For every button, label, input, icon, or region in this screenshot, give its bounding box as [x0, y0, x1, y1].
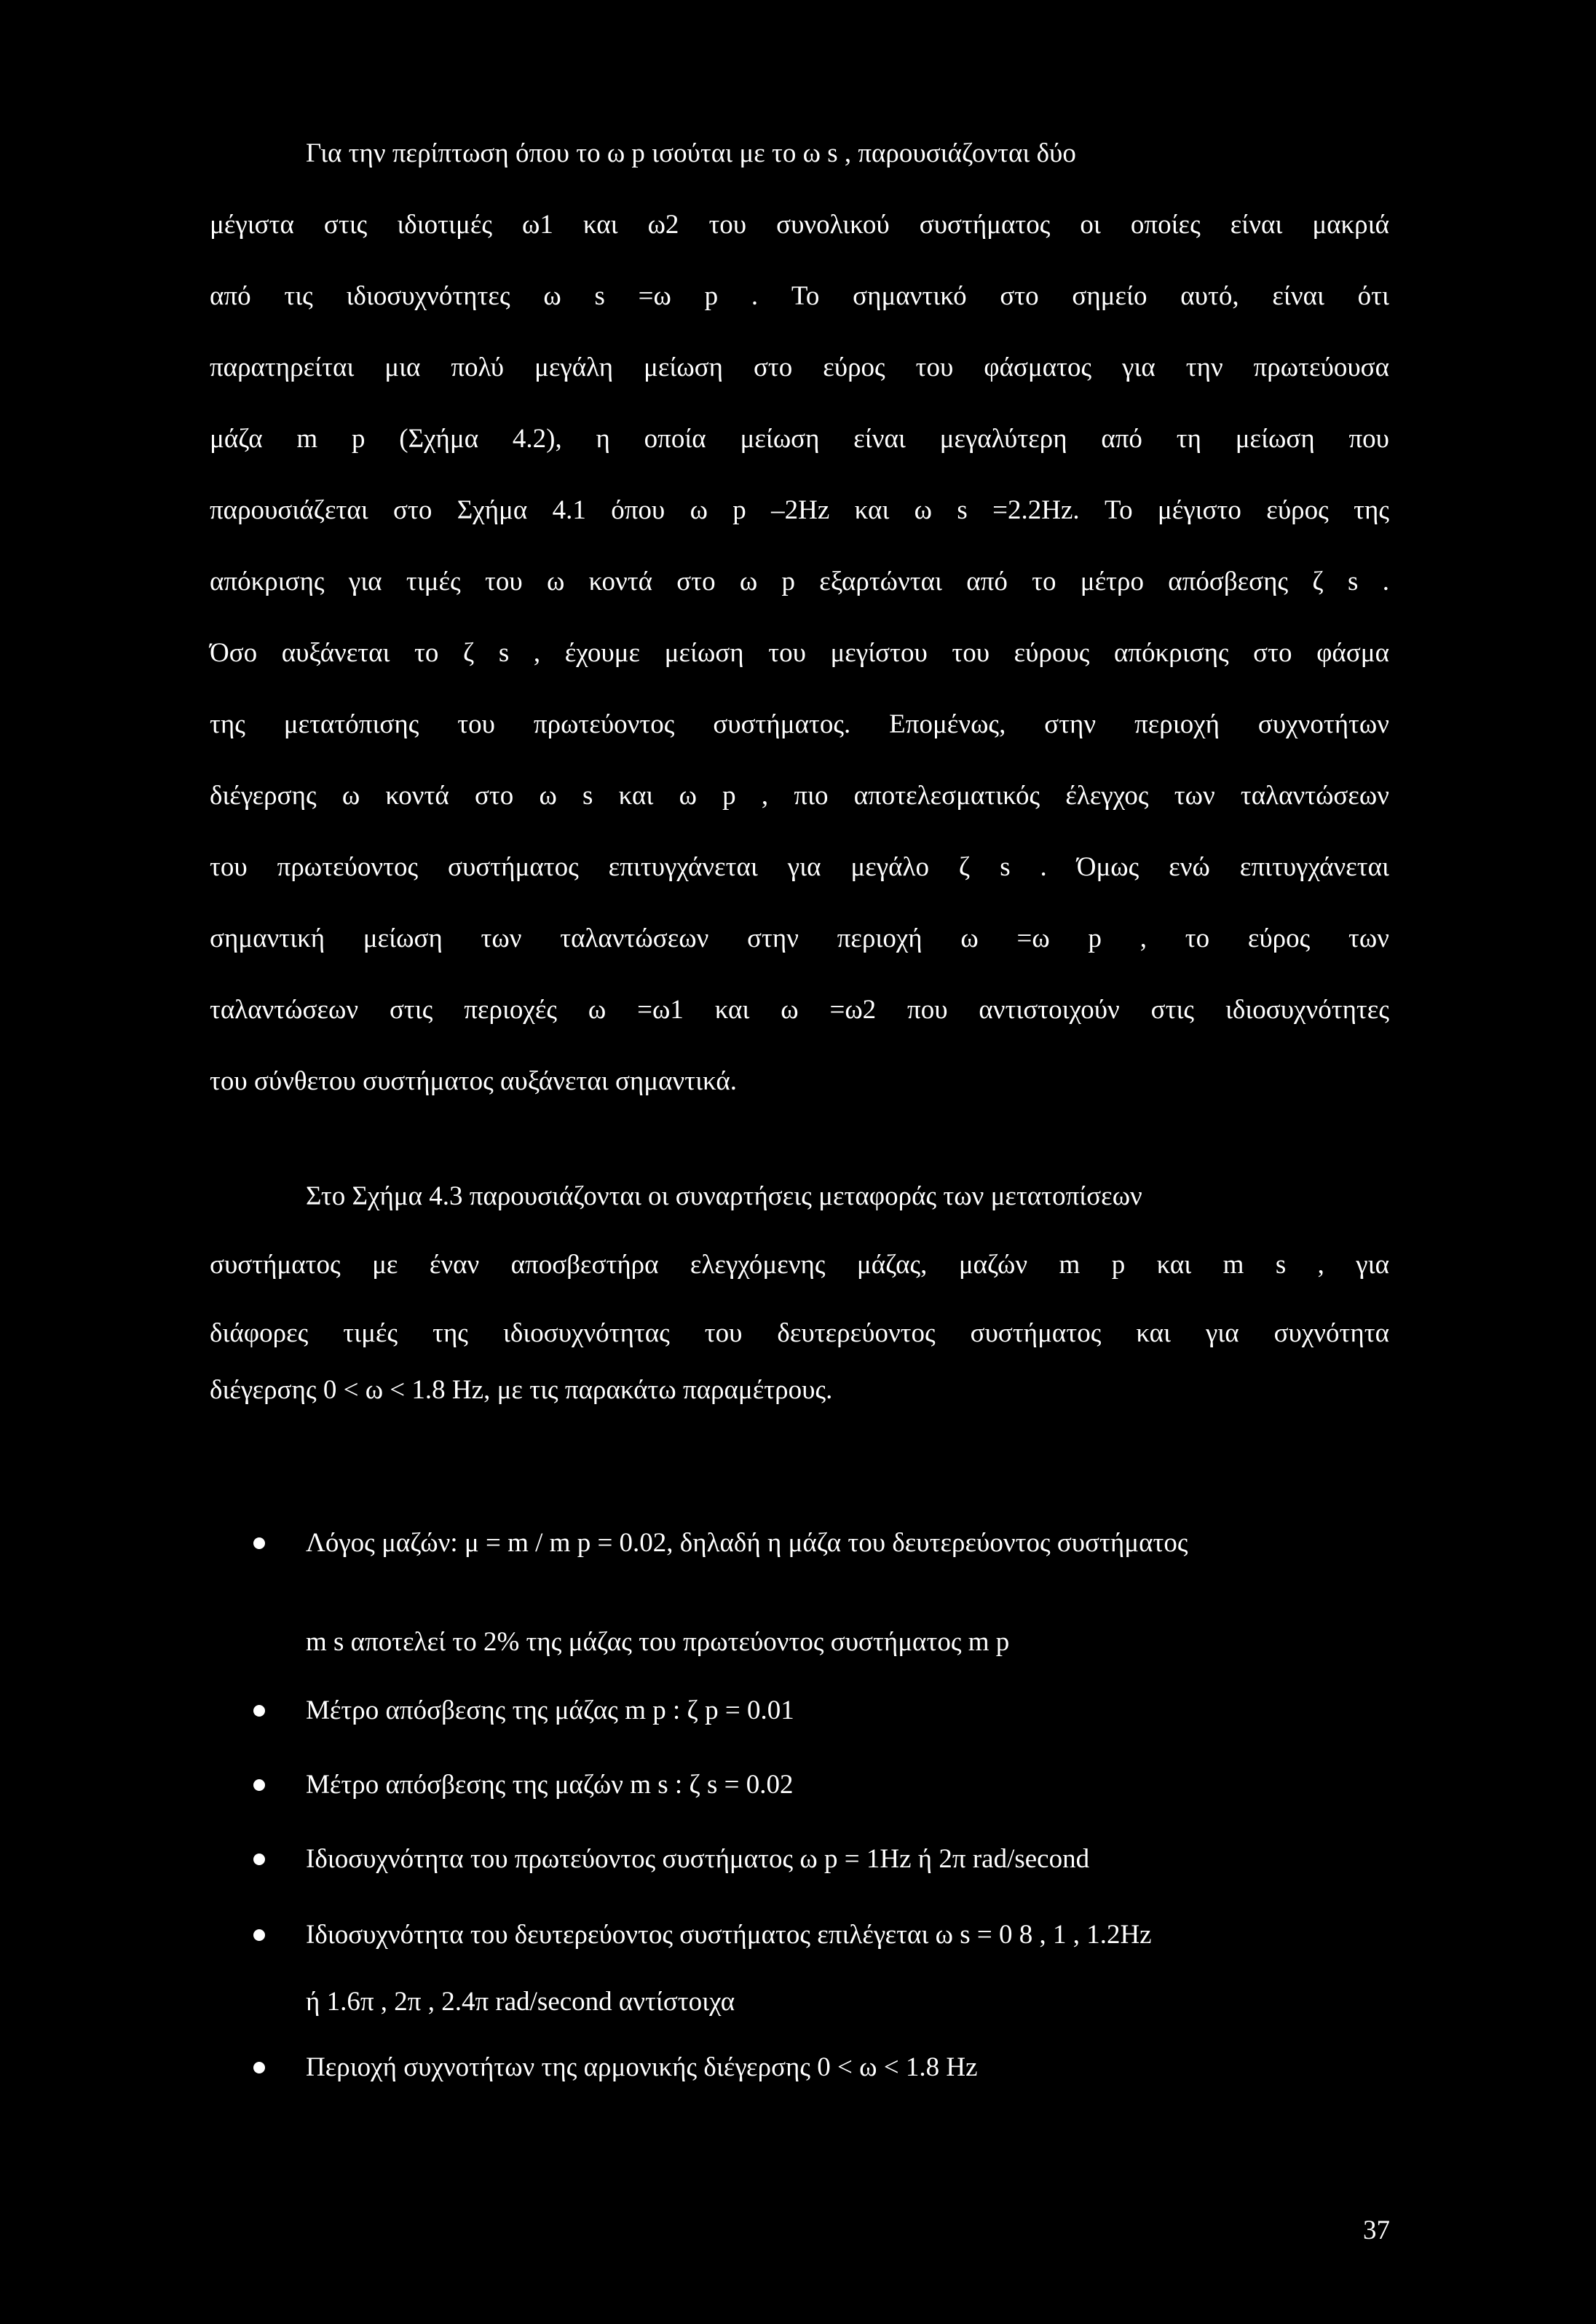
- paragraph-line: παρουσιάζεται στο Σχήμα 4.1 όπου ω p –2Hz και ω s =2.2Hz. Το μέγιστο εύρος της: [210, 495, 1389, 525]
- bullet-icon: [253, 1705, 265, 1717]
- paragraph-line: διέγερσης ω κοντά στο ω s και ω p , πιο αποτελεσματικός έλεγχος των ταλαντώσεων: [210, 781, 1389, 811]
- paragraph-line: Στο Σχήμα 4.3 παρουσιάζονται οι συναρτήσεις μεταφοράς των μετατοπίσεων: [306, 1181, 1142, 1211]
- list-item-text: ή 1.6π , 2π , 2.4π rad/second αντίστοιχα: [306, 1987, 735, 2017]
- bullet-icon: [253, 1854, 265, 1865]
- bullet-icon: [253, 1929, 265, 1941]
- paragraph-line: συστήματος με έναν αποσβεστήρα ελεγχόμενης μάζας, μαζών m p και m s , για: [210, 1250, 1389, 1280]
- paragraph-line: απόκρισης για τιμές του ω κοντά στο ω p εξαρτώνται από το μέτρο απόσβεσης ζ s .: [210, 567, 1389, 596]
- list-item-text: Ιδιοσυχνότητα του δευτερεύοντος συστήματος επιλέγεται ω s = 0 8 , 1 , 1.2Hz: [306, 1920, 1152, 1950]
- paragraph-line: ταλαντώσεων στις περιοχές ω =ω1 και ω =ω2 που αντιστοιχούν στις ιδιοσυχνότητες: [210, 995, 1389, 1025]
- bullet-icon: [253, 1537, 265, 1549]
- paragraph-line: Για την περίπτωση όπου το ω p ισούται με το ω s , παρουσιάζονται δύο: [306, 138, 1076, 168]
- paragraph-line: διάφορες τιμές της ιδιοσυχνότητας του δευτερεύοντος συστήματος και για συχνότητα: [210, 1318, 1389, 1348]
- bullet-icon: [253, 1779, 265, 1791]
- list-item-text: m s αποτελεί το 2% της μάζας του πρωτεύοντος συστήματος m p: [306, 1627, 1010, 1657]
- paragraph-line: σημαντική μείωση των ταλαντώσεων στην περιοχή ω =ω p , το εύρος των: [210, 923, 1389, 953]
- paragraph-line: παρατηρείται μια πολύ μεγάλη μείωση στο εύρος του φάσματος για την πρωτεύουσα: [210, 352, 1389, 382]
- list-item-text: Περιοχή συχνοτήτων της αρμονικής διέγερσης 0 < ω < 1.8 Hz: [306, 2052, 978, 2082]
- paragraph-line: Όσο αυξάνεται το ζ s , έχουμε μείωση του μεγίστου του εύρους απόκρισης στο φάσμα: [210, 638, 1389, 668]
- bullet-icon: [253, 2062, 265, 2073]
- list-item-text: Ιδιοσυχνότητα του πρωτεύοντος συστήματος ω p = 1Hz ή 2π rad/second: [306, 1844, 1090, 1874]
- paragraph-line: της μετατόπισης του πρωτεύοντος συστήματος. Επομένως, στην περιοχή συχνοτήτων: [210, 709, 1389, 739]
- paragraph-line: από τις ιδιοσυχνότητες ω s =ω p . Το σημαντικό στο σημείο αυτό, είναι ότι: [210, 281, 1389, 311]
- list-item-text: Μέτρο απόσβεσης της μαζών m s : ζ s = 0.02: [306, 1770, 794, 1800]
- page-number: 37: [1363, 2215, 1390, 2245]
- list-item-text: Λόγος μαζών: μ = m / m p = 0.02, δηλαδή η μάζα του δευτερεύοντος συστήματος: [306, 1528, 1188, 1558]
- paragraph-line: του πρωτεύοντος συστήματος επιτυγχάνεται για μεγάλο ζ s . Όμως ενώ επιτυγχάνεται: [210, 852, 1389, 882]
- paragraph-line: μάζα m p (Σχήμα 4.2), η οποία μείωση είναι μεγαλύτερη από τη μείωση που: [210, 424, 1389, 454]
- list-item-text: Μέτρο απόσβεσης της μάζας m p : ζ p = 0.01: [306, 1695, 794, 1725]
- paragraph-line: του σύνθετου συστήματος αυξάνεται σημαντικά.: [210, 1066, 738, 1096]
- paragraph-line: διέγερσης 0 < ω < 1.8 Hz, με τις παρακάτω παραμέτρους.: [210, 1375, 833, 1405]
- paragraph-line: μέγιστα στις ιδιοτιμές ω1 και ω2 του συνολικού συστήματος οι οποίες είναι μακριά: [210, 210, 1389, 240]
